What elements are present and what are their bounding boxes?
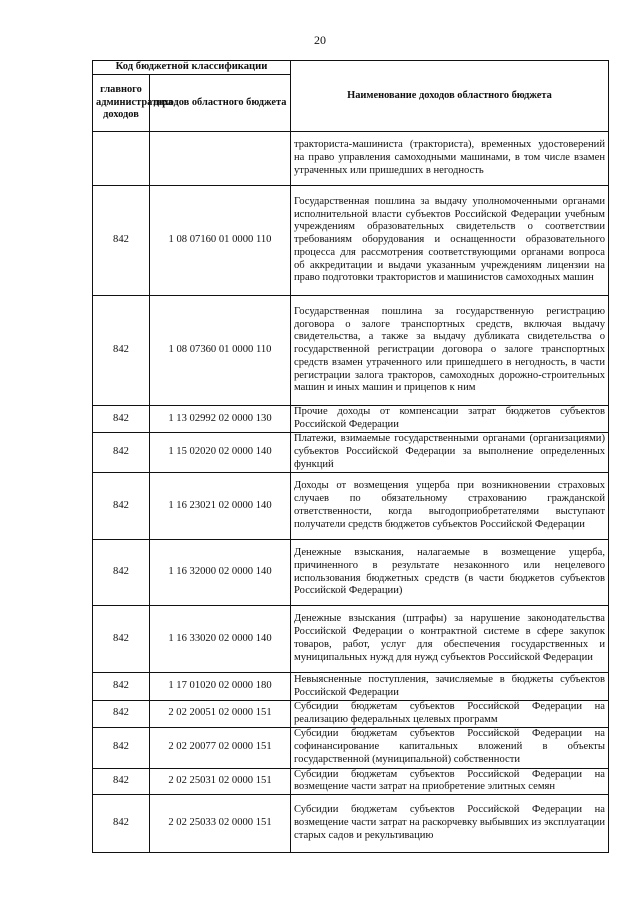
- row-income-name: Субсидии бюджетам субъектов Российской Федерации на возмещение части затрат на раскорчевку выбывших из эксплуатации старых садов и рекультивацию: [291, 795, 609, 853]
- row-income-code: 1 15 02020 02 0000 140: [150, 433, 291, 473]
- row-income-code: 2 02 20051 02 0000 151: [150, 701, 291, 728]
- row-income-name: Государственная пошлина за государственную регистрацию договора о залоге транспортных средств, включая выдачу свидетельства, а также за выдачу дубликата свидетельства о государственной регистрации договора о залоге транспортных средств взамен утраченного или пришедшего в негодность, в части регистрации залога тракторов, самоходных дорожно-строительных машин и иных машин и прицепов к ним: [291, 296, 609, 406]
- table-row: [93, 701, 609, 728]
- row-admin-code: 842: [93, 701, 150, 728]
- table-row: [93, 186, 609, 296]
- row-admin-code: 842: [93, 186, 150, 296]
- row-income-code: 2 02 25031 02 0000 151: [150, 768, 291, 795]
- row-income-code: 1 13 02992 02 0000 130: [150, 406, 291, 433]
- table-row: [93, 768, 609, 795]
- row-admin-code: 842: [93, 540, 150, 606]
- row-income-code: [150, 132, 291, 186]
- row-income-code: 1 08 07160 01 0000 110: [150, 186, 291, 296]
- row-income-name: Доходы от возмещения ущерба при возникновении страховых случаев по обязательному страхованию гражданской ответственности, когда выгодоприобретателями выступают получатели средств бюджетов субъектов Российской Федерации: [291, 473, 609, 540]
- row-income-name: Субсидии бюджетам субъектов Российской Федерации на софинансирование капитальных вложений в объекты государственной (муниципальной) собственности: [291, 727, 609, 768]
- row-income-name: Прочие доходы от компенсации затрат бюджетов субъектов Российской Федерации: [291, 406, 609, 433]
- row-admin-code: 842: [93, 727, 150, 768]
- table-row: [93, 727, 609, 768]
- table-row: [93, 540, 609, 606]
- row-admin-code: 842: [93, 473, 150, 540]
- table-row: [93, 406, 609, 433]
- row-income-code: 1 16 23021 02 0000 140: [150, 473, 291, 540]
- row-income-code: 2 02 20077 02 0000 151: [150, 727, 291, 768]
- row-admin-code: 842: [93, 606, 150, 673]
- row-income-name: тракториста-машиниста (тракториста), временных удостоверений на право управления самоходными машинами, в том числе взамен утраченных или пришедших в негодность: [291, 132, 609, 186]
- row-admin-code: 842: [93, 795, 150, 853]
- row-income-code: 2 02 25033 02 0000 151: [150, 795, 291, 853]
- row-income-code: 1 17 01020 02 0000 180: [150, 673, 291, 701]
- row-income-name: Платежи, взимаемые государственными органами (организациями) субъектов Российской Федерации за выполнение определенных функций: [291, 433, 609, 473]
- row-admin-code: 842: [93, 406, 150, 433]
- table-body: [93, 132, 609, 853]
- table-row: [93, 433, 609, 473]
- row-income-name: Государственная пошлина за выдачу уполномоченными органами исполнительной власти субъектов Российской Федерации учебным учреждениям образовательных свидетельств о соответствии требованиям оборудования и оснащенности образовательного процесса для рассмотрения соответствующими органами вопроса об аккредитации и выдачи указанным учреждениям лицензии на право подготовки трактористов и машинистов самоходных машин: [291, 186, 609, 296]
- row-admin-code: 842: [93, 296, 150, 406]
- row-income-code: 1 16 32000 02 0000 140: [150, 540, 291, 606]
- table-header-group-row: [93, 61, 609, 75]
- header-main-administrator: главного администратора доходов: [93, 75, 150, 132]
- table-row: [93, 296, 609, 406]
- table-row: [93, 606, 609, 673]
- header-budget-classification-code: Код бюджетной классификации: [93, 61, 291, 75]
- row-admin-code: 842: [93, 433, 150, 473]
- budget-classification-table: [92, 60, 609, 853]
- row-income-code: 1 08 07360 01 0000 110: [150, 296, 291, 406]
- row-admin-code: 842: [93, 673, 150, 701]
- row-income-name: Субсидии бюджетам субъектов Российской Федерации на возмещение части затрат на приобретение элитных семян: [291, 768, 609, 795]
- row-admin-code: [93, 132, 150, 186]
- header-income-code: доходов областного бюджета: [150, 75, 291, 132]
- row-income-name: Денежные взыскания (штрафы) за нарушение законодательства Российской Федерации о контрактной системе в сфере закупок товаров, работ, услуг для обеспечения государственных и муниципальных нужд для нужд субъектов Российской Федерации: [291, 606, 609, 673]
- row-income-name: Субсидии бюджетам субъектов Российской Федерации на реализацию федеральных целевых программ: [291, 701, 609, 728]
- page-number: 20: [314, 33, 326, 47]
- table-row: [93, 673, 609, 701]
- row-income-name: Денежные взыскания, налагаемые в возмещение ущерба, причиненного в результате незаконного или нецелевого использования бюджетных средств (в части бюджетов субъектов Российской Федерации): [291, 540, 609, 606]
- table-row: [93, 795, 609, 853]
- row-income-name: Невыясненные поступления, зачисляемые в бюджеты субъектов Российской Федерации: [291, 673, 609, 701]
- table-row: [93, 473, 609, 540]
- table-row: [93, 132, 609, 186]
- header-income-name: Наименование доходов областного бюджета: [291, 61, 609, 132]
- row-admin-code: 842: [93, 768, 150, 795]
- row-income-code: 1 16 33020 02 0000 140: [150, 606, 291, 673]
